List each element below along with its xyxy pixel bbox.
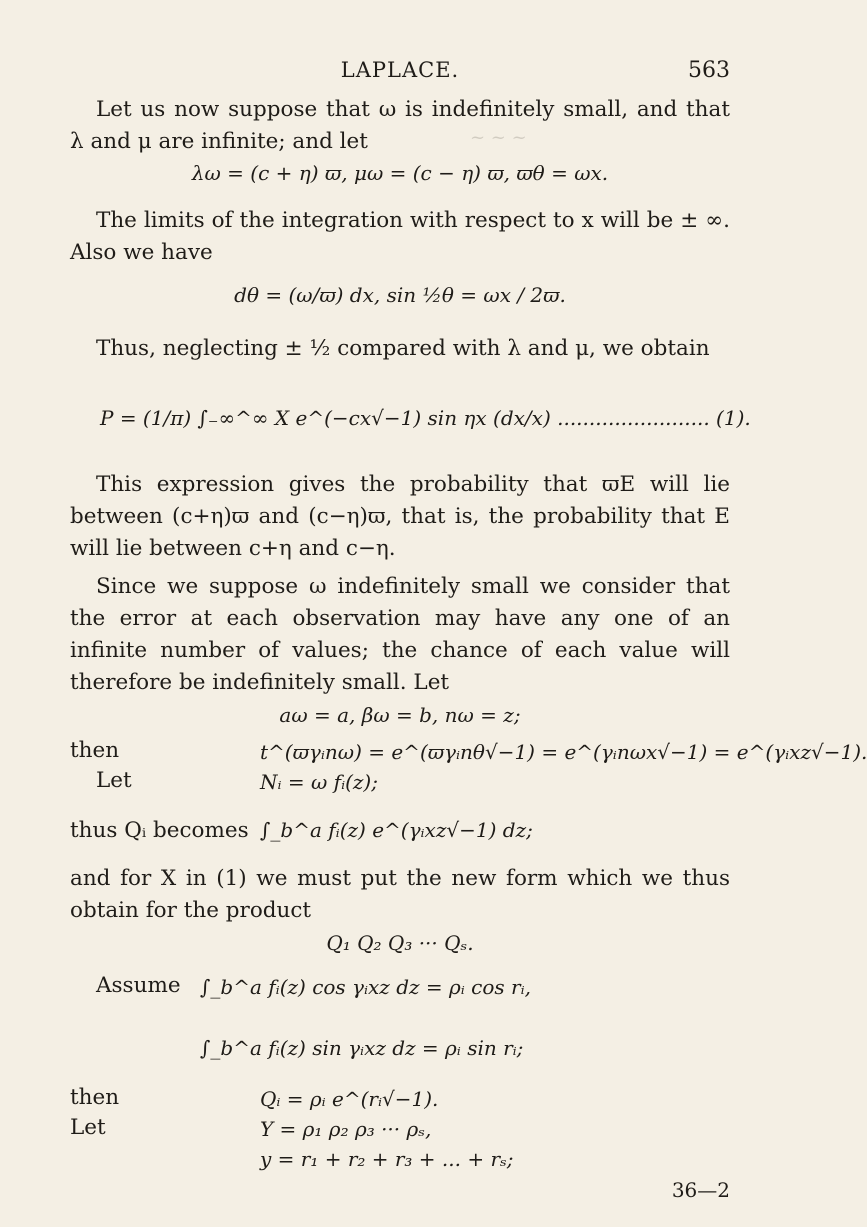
equation-8: Q₁ Q₂ Q₃ ··· Qₛ.	[326, 931, 474, 955]
signature-mark: 36—2	[671, 1178, 730, 1202]
label-assume: Assume	[96, 973, 181, 998]
equation-9: ∫_b^a fᵢ(z) cos γᵢxz dz = ρᵢ cos rᵢ,	[200, 975, 531, 999]
equation-13: y = r₁ + r₂ + r₃ + ... + rₛ;	[260, 1147, 514, 1171]
page-header	[70, 58, 730, 88]
paragraph-2: The limits of the integration with respect to x will be ± ∞. Also we have	[70, 208, 730, 265]
paragraph-5: Since we suppose ω indefinitely small we consider that the error at each observation may have any one of an infinite number of values; the chance of each value will therefore be indefinitely small. Let	[70, 574, 730, 695]
equation-1: λω = (c + η) ϖ, μω = (c − η) ϖ, ϖθ = ωx.	[191, 161, 609, 185]
equation-6: Nᵢ = ω fᵢ(z);	[260, 770, 378, 794]
equation-5: t^(ϖγᵢnω) = e^(ϖγᵢnθ√−1) = e^(γᵢnωx√−1) = e^(γᵢxz√−1).	[260, 740, 867, 764]
equation-10: ∫_b^a fᵢ(z) sin γᵢxz dz = ρᵢ sin rᵢ;	[200, 1036, 524, 1060]
running-title: LAPLACE.	[340, 58, 460, 82]
label-let-1: Let	[96, 768, 132, 793]
paragraph-6: and for X in (1) we must put the new form which we thus obtain for the product	[70, 866, 730, 923]
label-then-2: then	[70, 1085, 120, 1110]
label-let-2: Let	[70, 1115, 106, 1140]
page-number: 563	[688, 58, 730, 83]
equation-11: Qᵢ = ρᵢ e^(rᵢ√−1).	[260, 1087, 439, 1111]
label-then-1: then	[70, 738, 120, 763]
label-thus-q-becomes: thus Qᵢ becomes	[70, 818, 249, 843]
equation-2: dθ = (ω/ϖ) dx, sin ½θ = ωx / 2ϖ.	[234, 283, 566, 307]
paragraph-3: Thus, neglecting ± ½ compared with λ and μ, we obtain	[96, 336, 710, 361]
bleed-through-mark: ~ ~ ~	[470, 127, 527, 148]
equation-3: P = (1/π) ∫₋∞^∞ X e^(−cx√−1) sin ηx (dx/x) ........................ (1).	[100, 406, 751, 430]
equation-12: Y = ρ₁ ρ₂ ρ₃ ··· ρₛ,	[260, 1117, 432, 1141]
paragraph-1: Let us now suppose that ω is indefinitely small, and that λ and μ are infinite; and let	[70, 97, 730, 154]
paragraph-4: This expression gives the probability that ϖE will lie between (c+η)ϖ and (c−η)ϖ, that is, the probability that E will lie between c+η and c−η.	[70, 472, 730, 561]
equation-7: ∫_b^a fᵢ(z) e^(γᵢxz√−1) dz;	[260, 818, 533, 842]
equation-4: aω = a, βω = b, nω = z;	[279, 703, 521, 727]
